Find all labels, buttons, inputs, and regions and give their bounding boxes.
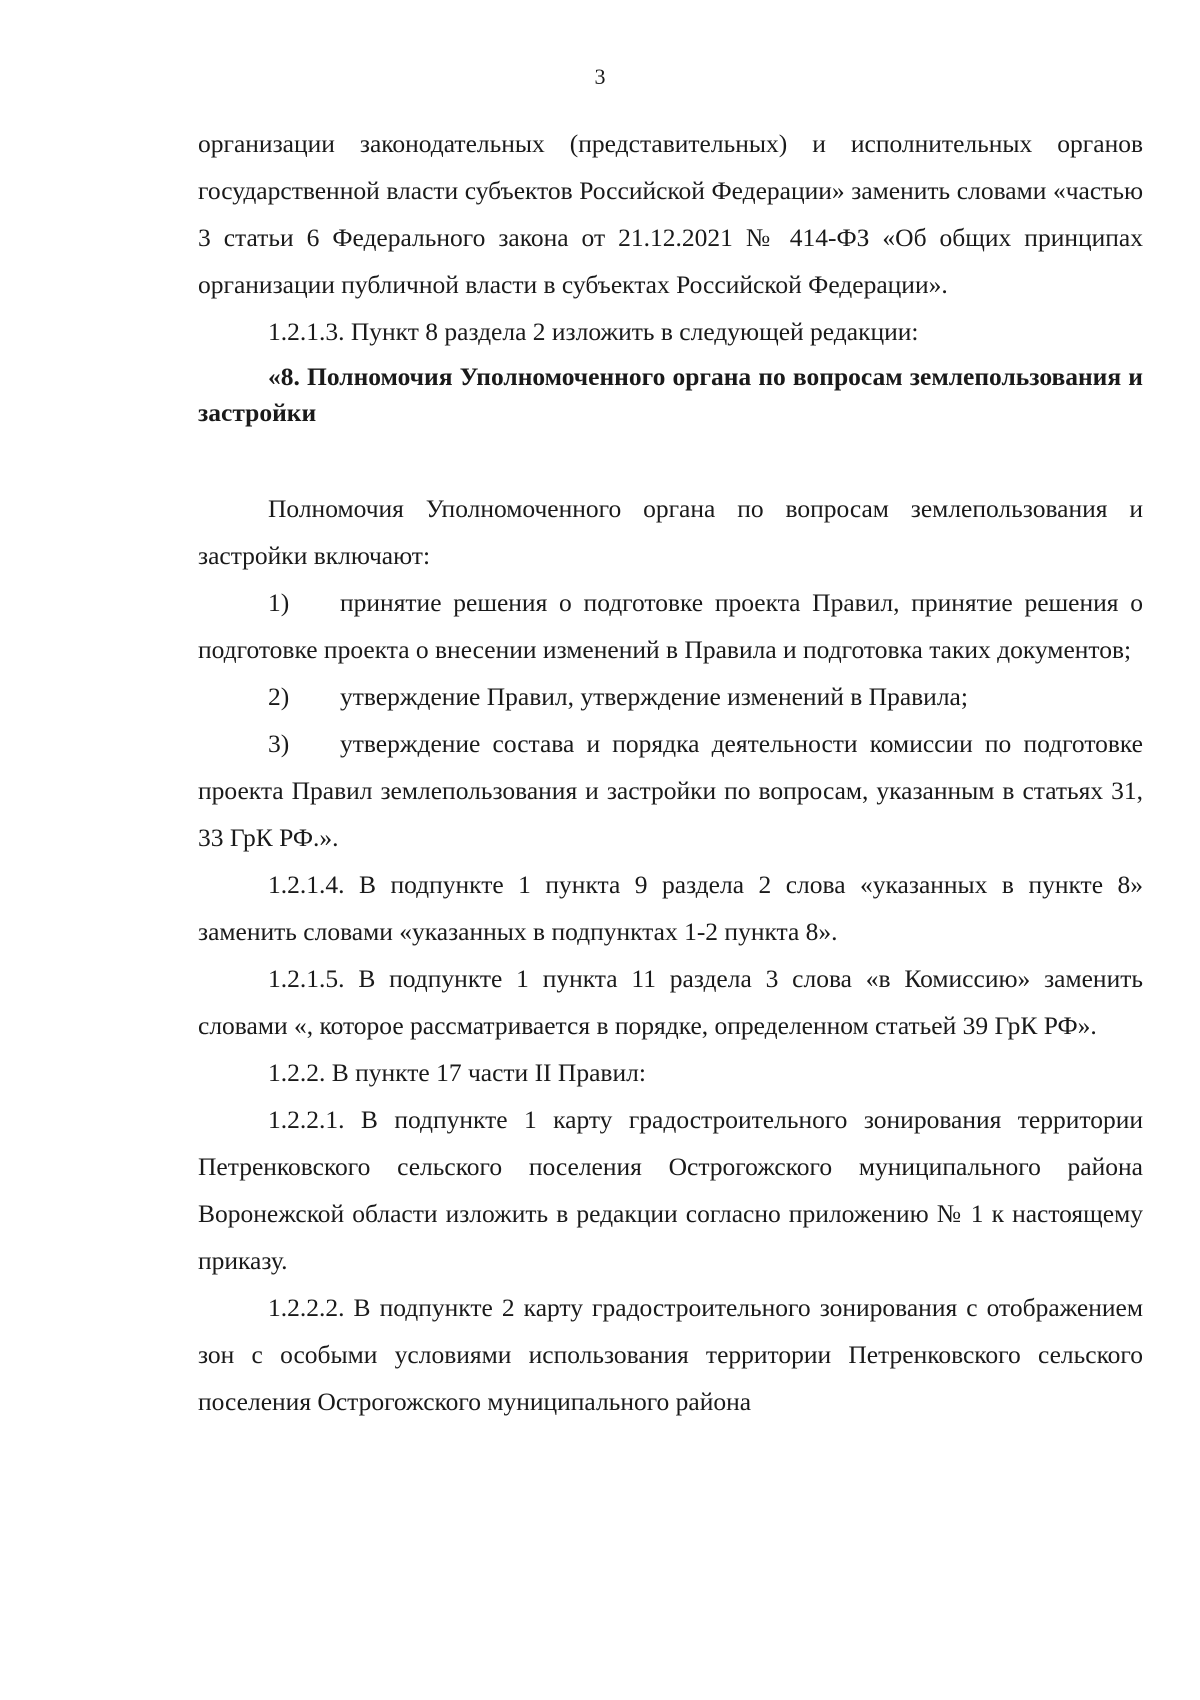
list-item-number: 2): [268, 682, 290, 711]
list-item: [198, 673, 1143, 720]
paragraph-1-2-1-5: 1.2.1.5. В подпункте 1 пункта 11 раздела 3 слова «в Комиссию» заменить словами «, которое рассматривается в порядке, определенном статьей 39 ГрК РФ».: [198, 964, 1143, 1040]
document-body: [198, 120, 1143, 1425]
paragraph-powers-intro: Полномочия Уполномоченного органа по вопросам землепользования и застройки включают:: [198, 494, 1143, 570]
list-item-number: 1): [268, 588, 290, 617]
paragraph-1-2-2-2: 1.2.2.2. В подпункте 2 карту градостроительного зонирования с отображением зон с особыми условиями использования территории Петренковского сельского поселения Острогожского муниципального района: [198, 1293, 1143, 1416]
section-heading: «8. Полномочия Уполномоченного органа по вопросам землепользования и застройки: [198, 362, 1143, 427]
list-item: [198, 579, 1143, 673]
list-item: [198, 720, 1143, 861]
page-number: 3: [594, 64, 606, 89]
paragraph-1-2-1-3: 1.2.1.3. Пункт 8 раздела 2 изложить в следующей редакции:: [268, 317, 919, 346]
paragraph-1-2-2-1: 1.2.2.1. В подпункте 1 карту градостроительного зонирования территории Петренковского сельского поселения Острогожского муниципального района Воронежской области изложить в редакции согласно приложению № 1 к настоящему приказу.: [198, 1105, 1143, 1275]
paragraph-1-2-1-4: 1.2.1.4. В подпункте 1 пункта 9 раздела 2 слова «указанных в пункте 8» заменить словами «указанных в подпунктах 1-2 пункта 8».: [198, 870, 1143, 946]
list-item-number: 3): [268, 729, 290, 758]
paragraph-1-2-2: 1.2.2. В пункте 17 части II Правил:: [268, 1058, 646, 1087]
list-item-text: принятие решения о подготовке проекта Правил, принятие решения о подготовке проекта о внесении изменений в Правила и подготовка таких документов;: [198, 588, 1143, 664]
list-item-text: утверждение состава и порядка деятельности комиссии по подготовке проекта Правил землепользования и застройки по вопросам, указанным в статьях 31, 33 ГрК РФ.».: [198, 729, 1143, 852]
paragraph-continuation: организации законодательных (представительных) и исполнительных органов государственной власти субъектов Российской Федерации» заменить словами «частью 3 статьи 6 Федерального закона от 21.12.2021 № 414-ФЗ «Об общих принципах организации публичной власти в субъектах Российской Федерации».: [198, 129, 1143, 299]
list-item-text: утверждение Правил, утверждение изменений в Правила;: [340, 682, 968, 711]
